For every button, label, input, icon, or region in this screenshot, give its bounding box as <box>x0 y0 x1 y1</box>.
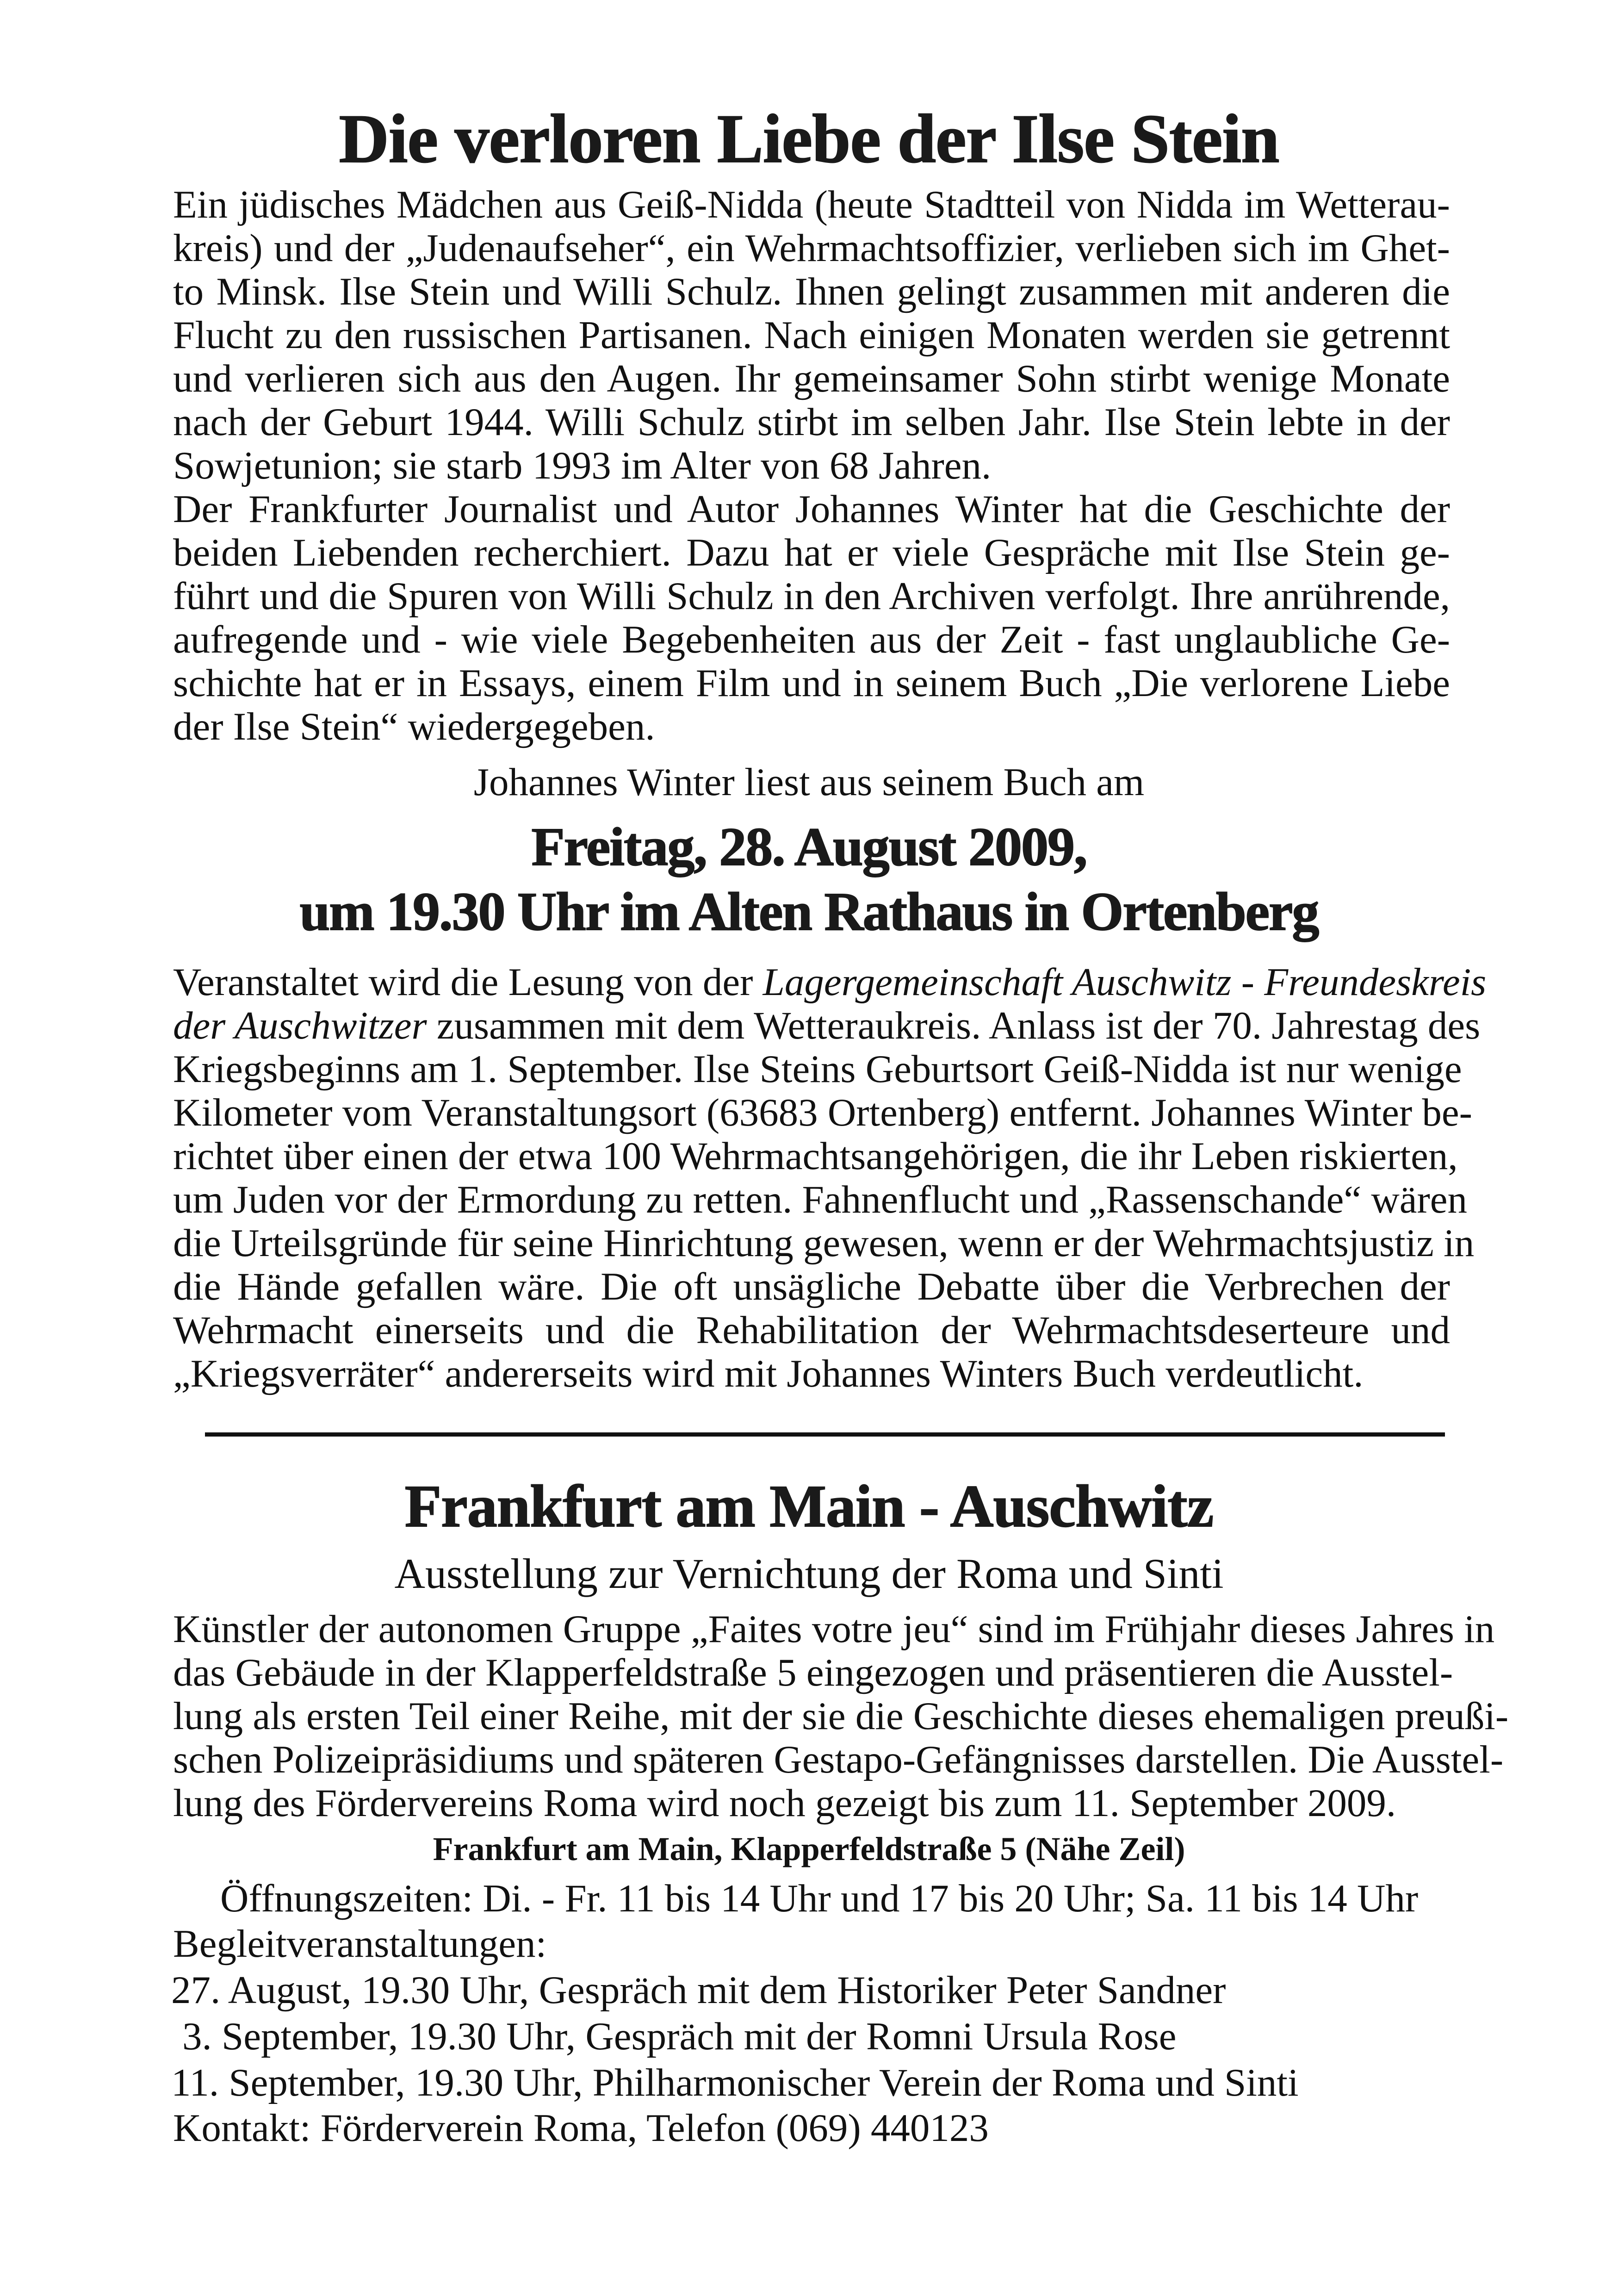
event-item: 11. September, 19.30 Uhr, Philharmonischer Verein der Roma und Sinti <box>171 2061 1299 2104</box>
contact-info: Kontakt: Förderverein Roma, Telefon (069) 440123 <box>173 2106 989 2150</box>
paragraph-line: „Kriegsverräter“ andererseits wird mit Johannes Winters Buch verdeutlicht. <box>173 1352 1364 1395</box>
paragraph-line: lung des Fördervereins Roma wird noch gezeigt bis zum 11. September 2009. <box>173 1781 1396 1825</box>
event-date: Freitag, 28. August 2009, <box>531 816 1087 877</box>
article-subtitle: Ausstellung zur Vernichtung der Roma und Sinti <box>394 1550 1224 1597</box>
paragraph-line: to Minsk. Ilse Stein und Willi Schulz. Ihnen gelingt zusammen mit anderen die <box>173 270 1450 313</box>
paragraph-line <box>173 1002 1481 1049</box>
reading-intro: Johannes Winter liest aus seinem Buch am <box>473 760 1145 804</box>
event-item: 3. September, 19.30 Uhr, Gespräch mit der Romni Ursula Rose <box>182 2015 1177 2058</box>
event-item: 27. August, 19.30 Uhr, Gespräch mit dem Historiker Peter Sandner <box>171 1968 1226 2012</box>
paragraph-line: lung als ersten Teil einer Reihe, mit der sie die Geschichte dieses ehemaligen preußi- <box>173 1694 1509 1738</box>
section-divider <box>205 1432 1445 1437</box>
paragraph-line: führt und die Spuren von Willi Schulz in den Archiven verfolgt. Ihre anrührende, <box>173 574 1450 618</box>
paragraph-line: das Gebäude in der Klapperfeldstraße 5 eingezogen und präsentieren die Ausstel- <box>173 1651 1453 1694</box>
event-place: um 19.30 Uhr im Alten Rathaus in Ortenberg <box>299 881 1319 942</box>
paragraph-line: aufregende und - wie viele Begebenheiten aus der Zeit - fast unglaubliche Ge- <box>173 618 1450 661</box>
paragraph-line: schen Polizeipräsidiums und späteren Gestapo-Gefängnisses darstellen. Die Ausstel- <box>173 1738 1504 1781</box>
organizer-name: der Auschwitzer <box>173 1004 427 1047</box>
paragraph-line: kreis) und der „Judenaufseher“, ein Wehrmachtsoffizier, verlieben sich im Ghet- <box>173 226 1450 270</box>
article-title: Die verloren Liebe der Ilse Stein <box>339 100 1279 177</box>
organizer-name: Lagergemeinschaft Auschwitz - Freundeskreis <box>763 960 1487 1004</box>
paragraph-line: die Hände gefallen wäre. Die oft unsägliche Debatte über die Verbrechen der <box>173 1265 1450 1308</box>
organizer-text: Veranstaltet wird die Lesung von der <box>173 960 763 1004</box>
paragraph-line: der Ilse Stein“ wiedergegeben. <box>173 705 655 748</box>
paragraph-line: um Juden vor der Ermordung zu retten. Fahnenflucht und „Rassenschande“ wären <box>173 1178 1468 1221</box>
paragraph-line: Flucht zu den russischen Partisanen. Nach einigen Monaten werden sie getrennt <box>173 313 1450 357</box>
opening-hours: Öffnungszeiten: Di. - Fr. 11 bis 14 Uhr und 17 bis 20 Uhr; Sa. 11 bis 14 Uhr <box>220 1877 1419 1920</box>
paragraph-line: schichte hat er in Essays, einem Film und in seinem Buch „Die verlorene Liebe <box>173 661 1450 705</box>
paragraph-line: nach der Geburt 1944. Willi Schulz stirbt im selben Jahr. Ilse Stein lebte in der <box>173 400 1450 444</box>
paragraph-line: Kriegsbeginns am 1. September. Ilse Steins Geburtsort Geiß-Nidda ist nur wenige <box>173 1047 1462 1091</box>
paragraph-line: Künstler der autonomen Gruppe „Faites votre jeu“ sind im Frühjahr dieses Jahres in <box>173 1607 1495 1651</box>
paragraph-line: Sowjetunion; sie starb 1993 im Alter von 68 Jahren. <box>173 444 992 487</box>
paragraph-line: und verlieren sich aus den Augen. Ihr gemeinsamer Sohn stirbt wenige Monate <box>173 357 1450 400</box>
paragraph-line: Der Frankfurter Journalist und Autor Johannes Winter hat die Geschichte der <box>173 487 1450 531</box>
organizer-text: zusammen mit dem Wetteraukreis. Anlass ist der 70. Jahrestag des <box>427 1004 1481 1047</box>
article-title: Frankfurt am Main - Auschwitz <box>404 1473 1214 1540</box>
exhibition-address: Frankfurt am Main, Klapperfeldstraße 5 (Nähe Zeil) <box>433 1830 1185 1867</box>
paragraph-line: Ein jüdisches Mädchen aus Geiß-Nidda (heute Stadtteil von Nidda im Wetterau- <box>173 183 1450 226</box>
paragraph-line: Kilometer vom Veranstaltungsort (63683 Ortenberg) entfernt. Johannes Winter be- <box>173 1091 1472 1134</box>
paragraph-line: beiden Liebenden recherchiert. Dazu hat er viele Gespräche mit Ilse Stein ge- <box>173 531 1450 574</box>
events-heading: Begleitveranstaltungen: <box>173 1922 547 1966</box>
paragraph-line: die Urteilsgründe für seine Hinrichtung gewesen, wenn er der Wehrmachtsjustiz in <box>173 1221 1475 1265</box>
paragraph-line <box>173 959 1487 1005</box>
paragraph-line: Wehrmacht einerseits und die Rehabilitation der Wehrmachtsdeserteure und <box>173 1308 1450 1352</box>
paragraph-line: richtet über einen der etwa 100 Wehrmachtsangehörigen, die ihr Leben riskierten, <box>173 1134 1458 1178</box>
